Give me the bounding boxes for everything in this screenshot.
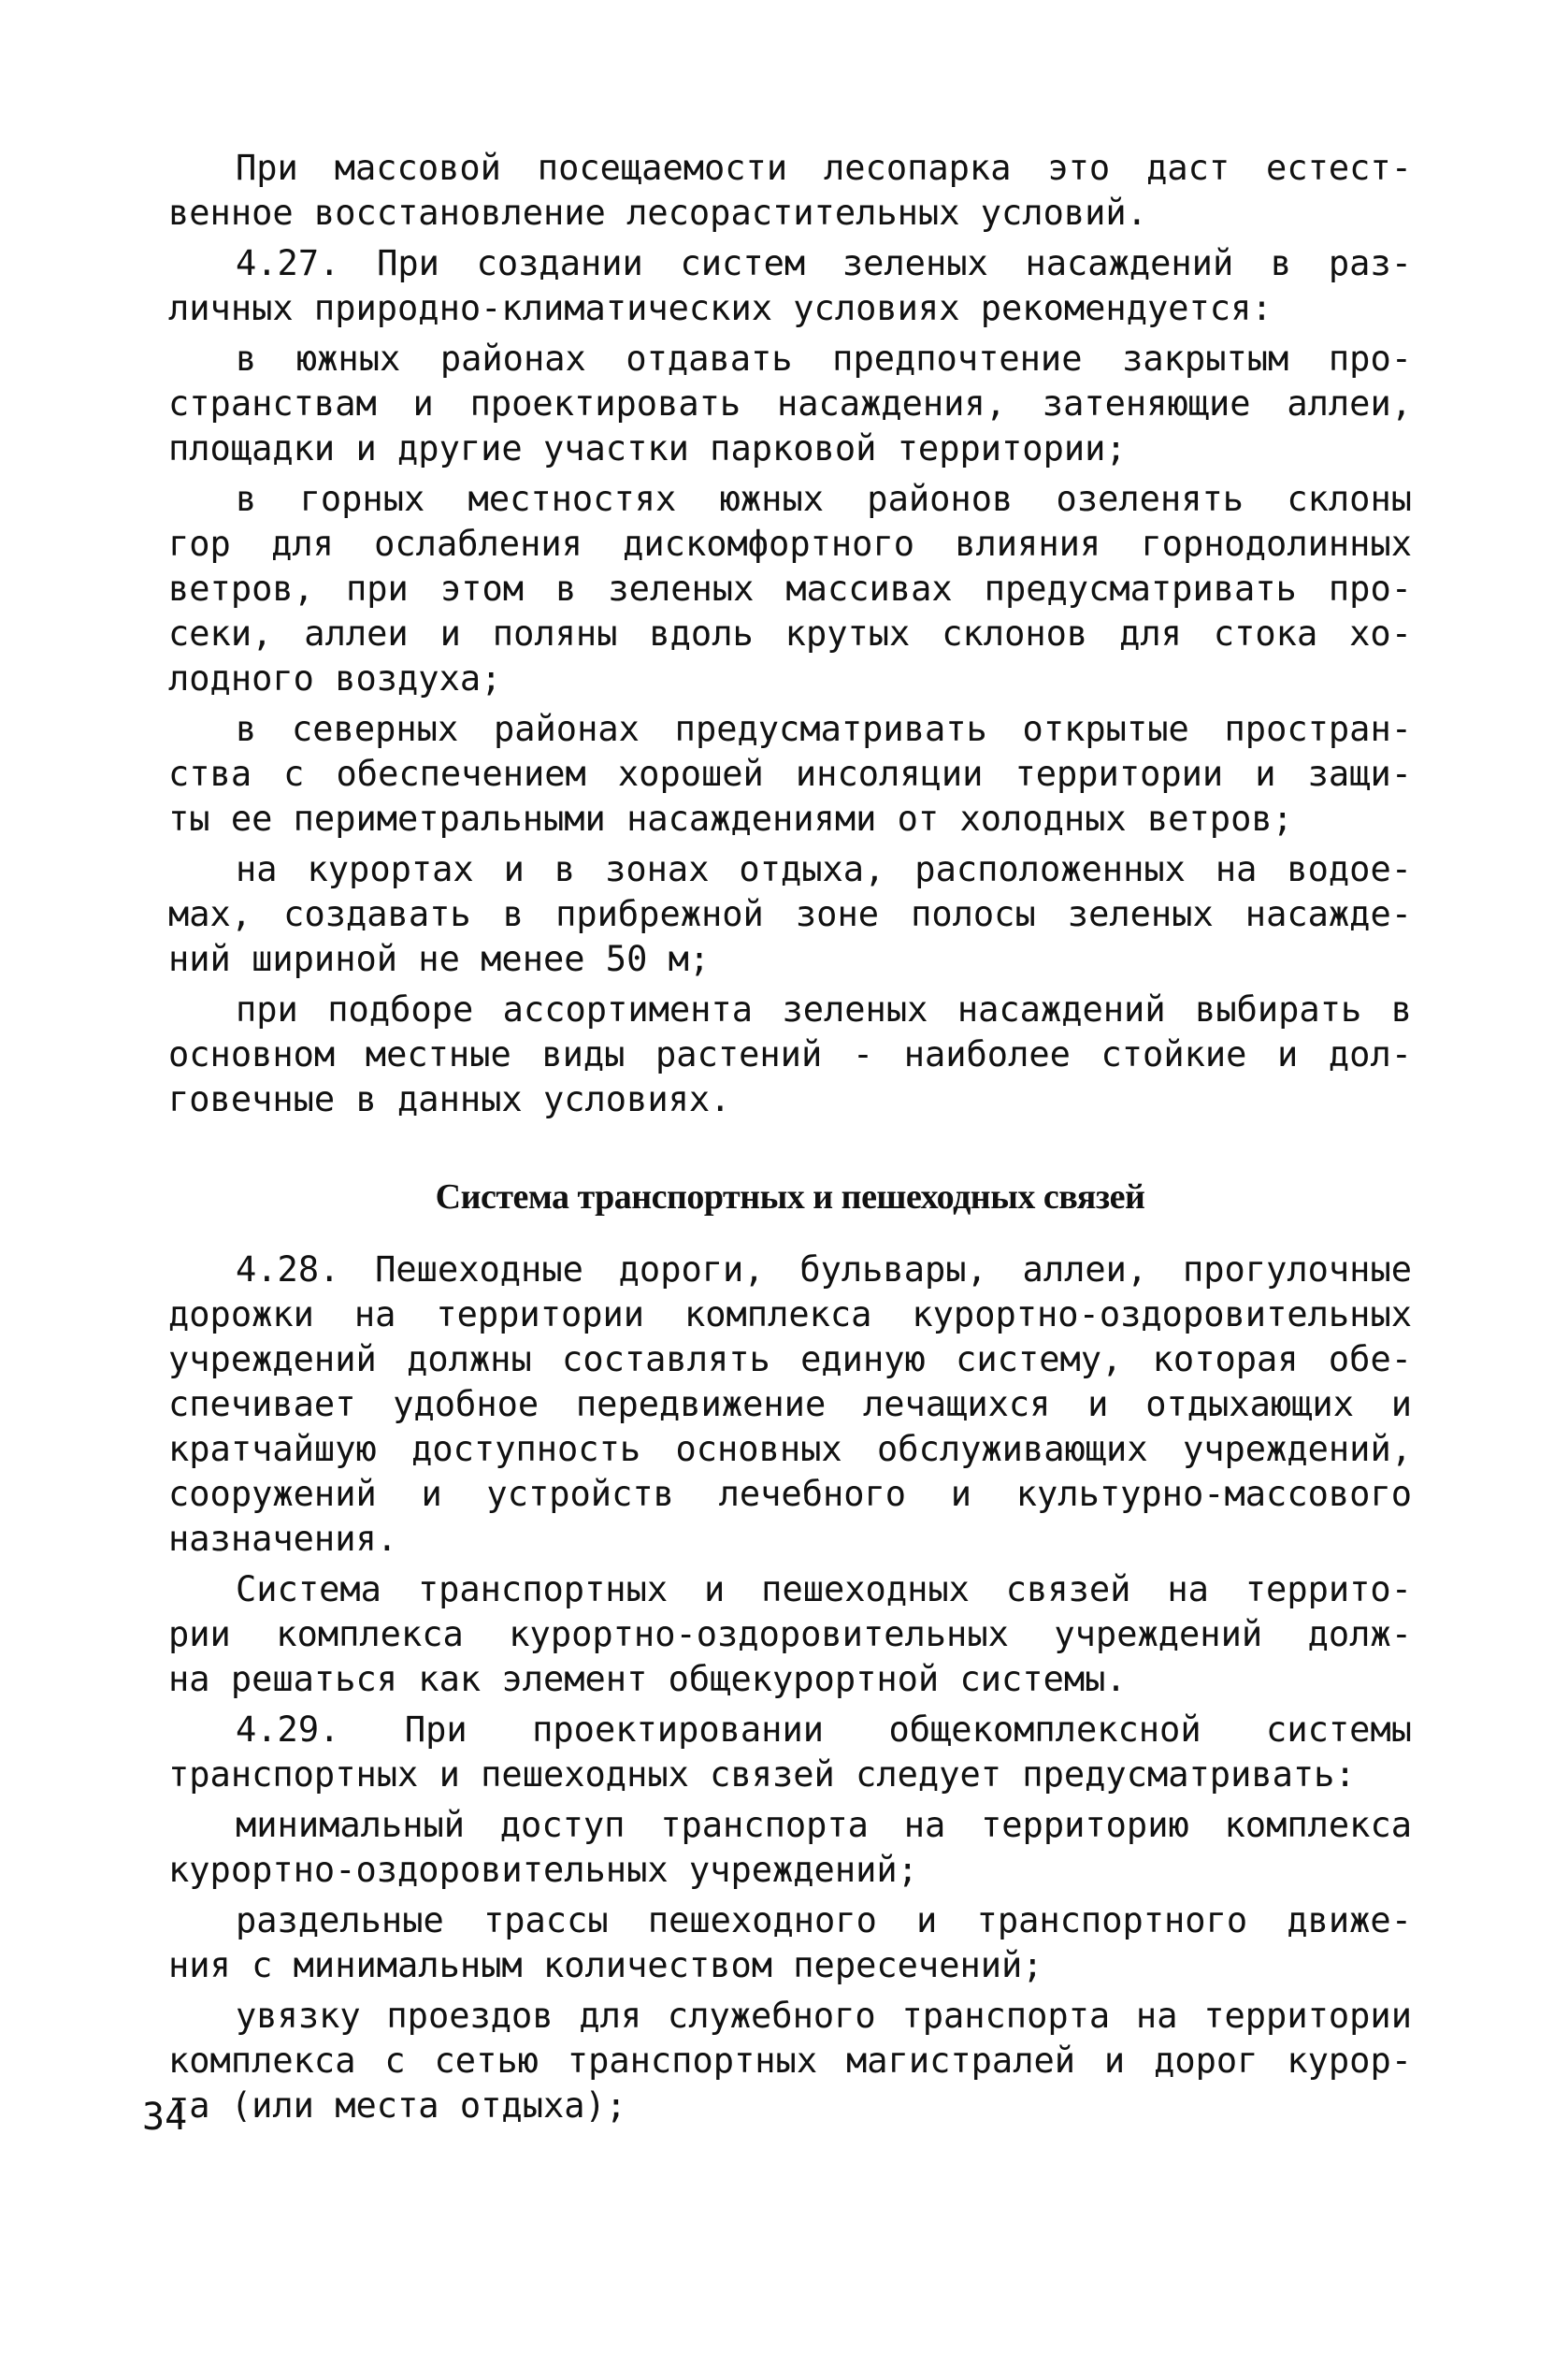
section-heading: Система транспортных и пешеходных связей (435, 1177, 1145, 1217)
text-line: дорожки на территории комплекса курортно-оздоровительных (168, 1294, 1412, 1334)
page-number: 34 (142, 2096, 188, 2139)
text-line: венное восстановление лесорастительных условий. (168, 193, 1147, 233)
text-line: ний шириной не менее 50 м; (168, 939, 711, 979)
paragraph-minimal-access (168, 1803, 1412, 1893)
text-line: сооружений и устройств лечебного и культурно-массового (168, 1474, 1412, 1514)
text-line: спечивает удобное передвижение лечащихся и отдыхающих и (168, 1384, 1412, 1424)
text-line: лодного воздуха; (168, 658, 502, 699)
text-line: Система транспортных и пешеходных связей на террито- (236, 1569, 1412, 1609)
text-line: ния с минимальным количеством пересечений; (168, 1945, 1043, 1985)
text-line: комплекса с сетью транспортных магистралей и дорог курор- (168, 2041, 1412, 2081)
text-line: та (или места отдыха); (168, 2085, 627, 2126)
paragraph-transport-system (168, 1567, 1412, 1702)
text-line: увязку проездов для служебного транспорта на территории (236, 1996, 1412, 2036)
text-line: ты ее периметральными насаждениями от холодных ветров; (168, 799, 1293, 839)
text-line: на курортах и в зонах отдыха, расположенных на водое- (236, 849, 1412, 889)
text-line: учреждений должны составлять единую систему, которая обе- (168, 1339, 1412, 1379)
paragraph-southern-regions (168, 337, 1412, 471)
text-line: кратчайшую доступность основных обслуживающих учреждений, (168, 1429, 1412, 1469)
paragraph-service-transport (168, 1994, 1412, 2128)
text-line: секи, аллеи и поляны вдоль крутых склонов для стока хо- (168, 613, 1412, 654)
text-line: рии комплекса курортно-оздоровительных учреждений долж- (168, 1614, 1412, 1654)
text-line: транспортных и пешеходных связей следует предусматривать: (168, 1754, 1356, 1795)
text-line: странствам и проектировать насаждения, затеняющие аллеи, (168, 383, 1412, 424)
text-line: минимальный доступ транспорта на территорию комплекса (236, 1805, 1412, 1845)
text-line: в южных районах отдавать предпочтение закрытым про- (236, 339, 1412, 379)
text-line: ветров, при этом в зеленых массивах предусматривать про- (168, 569, 1412, 609)
text-line: 4.28. Пешеходные дороги, бульвары, аллеи, прогулочные (236, 1249, 1412, 1290)
paragraph-northern-regions (168, 707, 1412, 842)
text-line: на решаться как элемент общекурортной системы. (168, 1659, 1127, 1699)
paragraph-4-27 (168, 241, 1412, 331)
text-line: назначения. (168, 1519, 398, 1559)
paragraph-resorts (168, 847, 1412, 982)
paragraph-assortment (168, 988, 1412, 1122)
text-line: мах, создавать в прибрежной зоне полосы зеленых насажде- (168, 894, 1412, 934)
text-line: говечные в данных условиях. (168, 1079, 731, 1119)
text-line: 4.27. При создании систем зеленых насаждений в раз- (236, 243, 1412, 283)
text-line: ства с обеспечением хорошей инсоляции территории и защи- (168, 754, 1412, 794)
paragraph-separate-routes (168, 1898, 1412, 1988)
text-line: курортно-оздоровительных учреждений; (168, 1850, 918, 1890)
text-line: 4.29. При проектировании общекомплексной системы (236, 1709, 1412, 1750)
text-line: при подборе ассортимента зеленых насаждений выбирать в (236, 989, 1412, 1030)
text-line: личных природно-климатических условиях рекомендуется: (168, 288, 1273, 328)
text-line: в северных районах предусматривать открытые простран- (236, 709, 1412, 749)
text-line: раздельные трассы пешеходного и транспортного движе- (236, 1900, 1412, 1940)
paragraph-4-29 (168, 1708, 1412, 1797)
text-line: площадки и другие участки парковой территории; (168, 428, 1127, 469)
text-line: гор для ослабления дискомфортного влияния горнодолинных (168, 524, 1412, 564)
text-line: При массовой посещаемости лесопарка это даст естест- (236, 148, 1412, 188)
text-line: основном местные виды растений - наиболее стойкие и дол- (168, 1034, 1412, 1074)
text-line: в горных местностях южных районов озеленять склоны (236, 479, 1412, 519)
paragraph-4-28 (168, 1247, 1412, 1562)
paragraph-forest-park (168, 146, 1412, 236)
page-body (168, 140, 1412, 2128)
paragraph-mountain-areas (168, 477, 1412, 701)
